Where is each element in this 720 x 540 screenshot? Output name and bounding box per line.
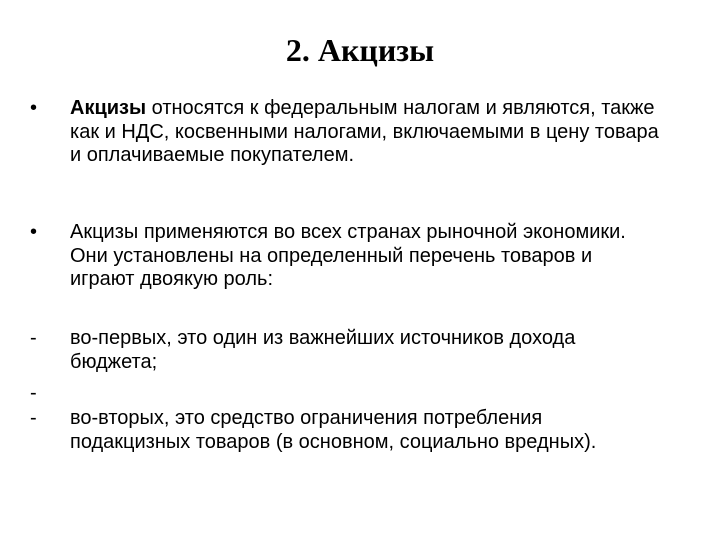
bullet-body: относятся к федеральным налогам и являются, также как и НДС, косвенными налогами, включаемыми в цену товара и оплачиваемые покупателем. bbox=[70, 97, 659, 166]
dash-text: во-первых, это один из важнейших источников дохода бюджета; bbox=[70, 327, 576, 373]
bullet-item bbox=[30, 221, 660, 292]
dash-marker: - bbox=[30, 407, 37, 429]
dash-marker: - bbox=[30, 382, 37, 404]
dash-item bbox=[30, 327, 660, 374]
bullet-text bbox=[70, 97, 660, 168]
dash-item bbox=[30, 407, 660, 454]
dash-marker: - bbox=[30, 327, 37, 349]
bullet-lead-term: Акцизы bbox=[70, 97, 147, 119]
bullet-text: Акцизы применяются во всех странах рыночной экономики. Они установлены на определенный перечень товаров и играют двоякую роль: bbox=[70, 221, 626, 290]
bullet-marker: • bbox=[30, 221, 38, 243]
dash-text: во-вторых, это средство ограничения потребления подакцизных товаров (в основном, социально вредных). bbox=[70, 407, 597, 453]
bullet-item bbox=[30, 97, 660, 168]
bullet-marker: • bbox=[30, 97, 38, 119]
slide-title: 2. Акцизы bbox=[285, 32, 435, 68]
